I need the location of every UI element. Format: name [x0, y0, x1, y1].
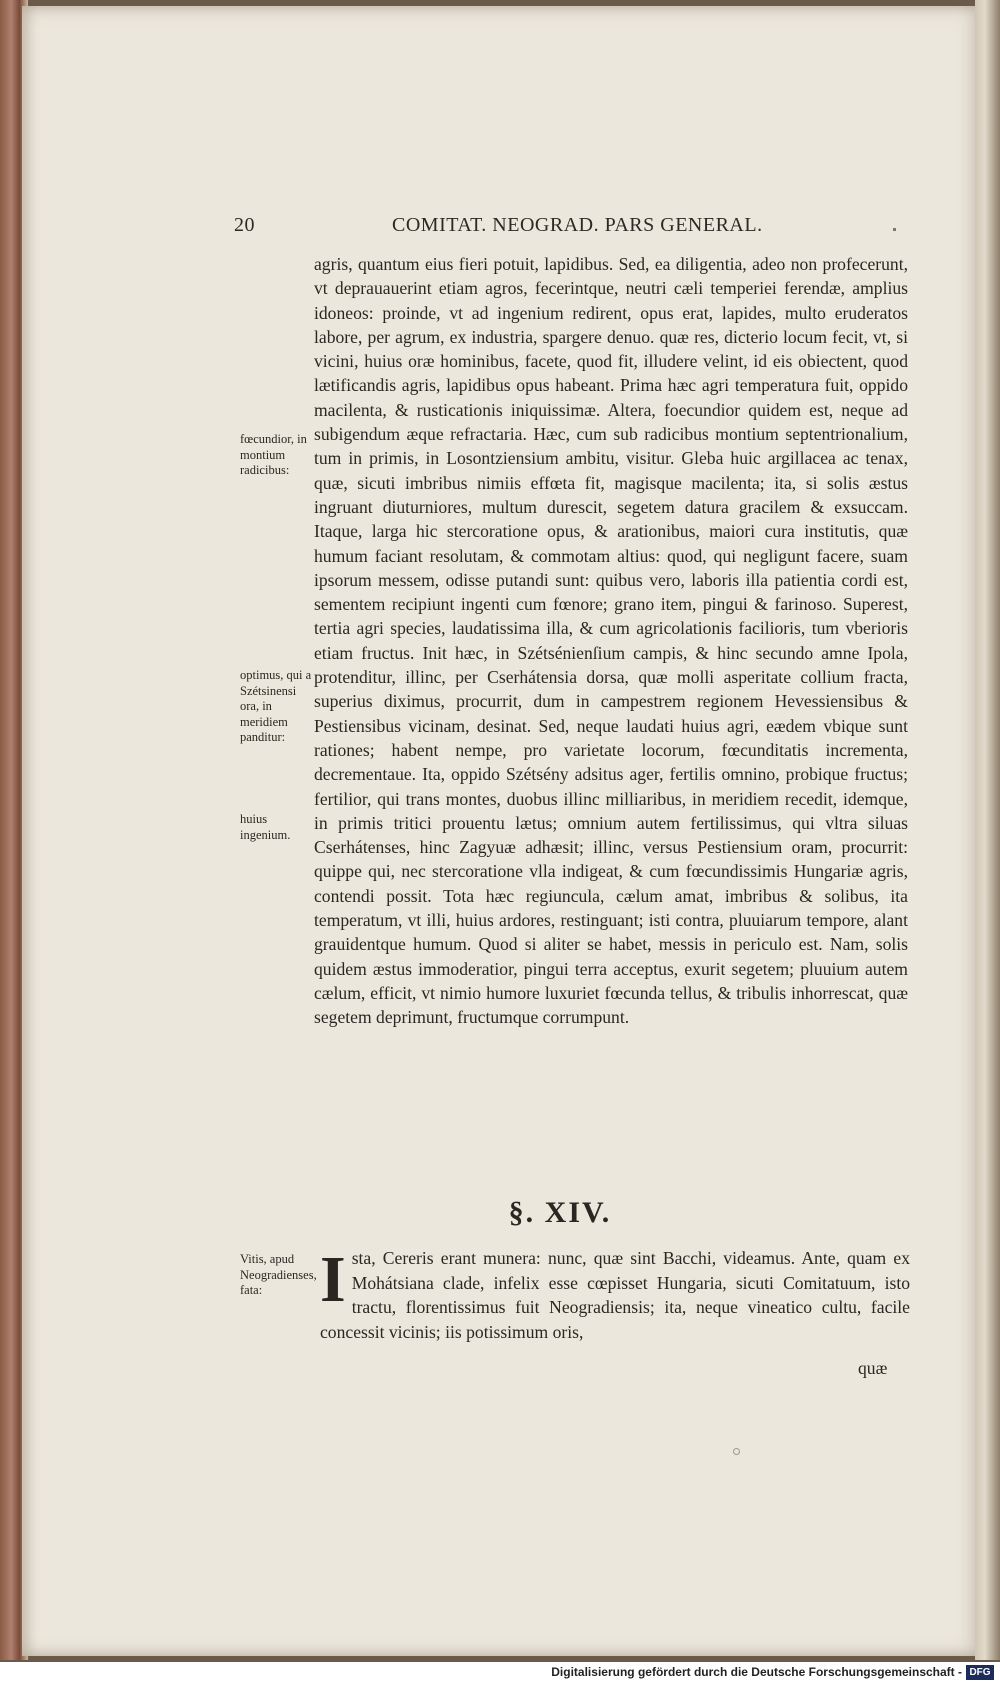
- footer-credit: Digitalisierung gefördert durch die Deutsche Forschungsgemeinschaft -: [551, 1665, 962, 1679]
- footer-bar: [0, 1662, 1000, 1684]
- running-title: COMITAT. NEOGRAD. PARS GENERAL.: [392, 214, 763, 236]
- catchword: quæ: [858, 1358, 888, 1378]
- drop-cap: I: [320, 1243, 346, 1316]
- page-edge: [975, 0, 1000, 1660]
- margin-note-ingenium: huius ingenium.: [240, 812, 291, 842]
- dfg-logo: DFG: [966, 1665, 994, 1680]
- page-mark: [733, 1448, 740, 1455]
- section-text: [320, 1243, 910, 1344]
- page-number: 20: [234, 214, 255, 236]
- margin-note-vitis: Vitis, apud Neogradienses, fata:: [240, 1252, 317, 1297]
- section-heading: §. XIV.: [508, 1196, 612, 1229]
- margin-note-optimus: optimus, qui a Szétsinensi ora, in meridiem panditur:: [240, 668, 312, 744]
- section-paragraph: sta, Cereris erant munera: nunc, quæ sint Bacchi, videamus. Ante, quam ex Mohátsiana clade, infelix esse cœpisset Hungaria, sicuti Comitatuum, isto tractu, florentissimus fuit Neogradiensis; ita, neque vineatico cultu, facile concessit vicinis; iis potissimum oris,: [320, 1248, 910, 1342]
- ink-speck: [893, 228, 896, 231]
- margin-note-fertile: fœcundior, in montium radicibus:: [240, 432, 307, 477]
- main-text: [314, 252, 908, 1030]
- body-paragraph: agris, quantum eius fieri potuit, lapidibus. Sed, ea diligentia, adeo non profecerunt, vt deprauauerint etiam agros, fecerintque, neutri cæli temperiei ferendæ, amplius idoneos: proinde, vt ad ingenium redirent, opus erat, lapides, multo eruderatos labore, per agrum, ex industria, spargere denuo. quæ res, dicterio locum fecit, vt, si vicini, huius oræ hominibus, facete, quod fit, illudere velint, id eis obiectent, quod lætificandis agris, lapidibus opus habeant. Prima hæc agri temperatura fuit, oppido macilenta, & rusticationis iniquissimæ. Altera, foecundior quidem est, neque ad subigendum æque refractaria. Hæc, cum sub radicibus montium septentrionalium, tum in primis, in Losontziensium ambitu, visitur. Gleba huic argillacea ac tenax, quæ, sicuti imbribus nimiis effœta fit, magisque macilenta; ita, si solis æstus ingruant diuturniores, multum durescit, segetem datura gracilem & exsuccam. Itaque, larga hic stercoratione opus, & arationibus, maiori cura institutis, quæ humum faciant resolutam, & commotam altius: quod, qui negligunt facere, suam ipsorum messem, odisse putandi sunt: quibus vero, laboris illa patientia cordi est, sementem recipiunt ingenti cum fœnore; grano item, pingui & farinoso. Superest, tertia agri species, laudatissima illa, & cum agricolationis facilioris, tum vberioris etiam fructus. Init hæc, in Szétsénienſium campis, & hinc secundo amne Ipola, protenditur, illinc, per Cserhátensia dorsa, quæ molli asperitate collium fracta, superius diximus, procurrit, dum in campestrem regionem Hevessiensibus & Pestiensibus vicinam, desinat. Sed, neque laudati huius agri, eædem vbique sunt rationes; habent nempe, pro varietate locorum, fœcunditatis incrementa, decrementaue. Ita, oppido Szétsény adsitus ager, fertilis omnino, probique fructus; fertilior, qui trans montes, duobus illinc milliaribus, in meridiem recedit, idemque, in primis tritici prouentu lætus; omnium autem fertilissimus, qui vltra siluas Cserhátenses, hinc Zagyuæ adhæsit; illinc, versus Pestiensium oram, procurrit: quippe qui, nec stercoratione vlla indigeat, & cum fœcundissimis Hungariæ agris, contendi possit. Tota hæc regiuncula, cælum amat, imbribus & solibus, ita temperatum, vt illi, huius ardores, restinguant; isti contra, pluuiarum tempore, alant grauidentque humum. Quod si aliter se habet, messis in periculo est. Nam, solis quidem æstus immoderatior, pingui terra acceptus, exurit segetem; pluuium autem cælum, efficit, vt nimio humore luxuriet fœcunda tellus, & tribulis inhorrescat, quæ segetem deprimunt, fructumque corrumpunt.: [314, 254, 908, 1028]
